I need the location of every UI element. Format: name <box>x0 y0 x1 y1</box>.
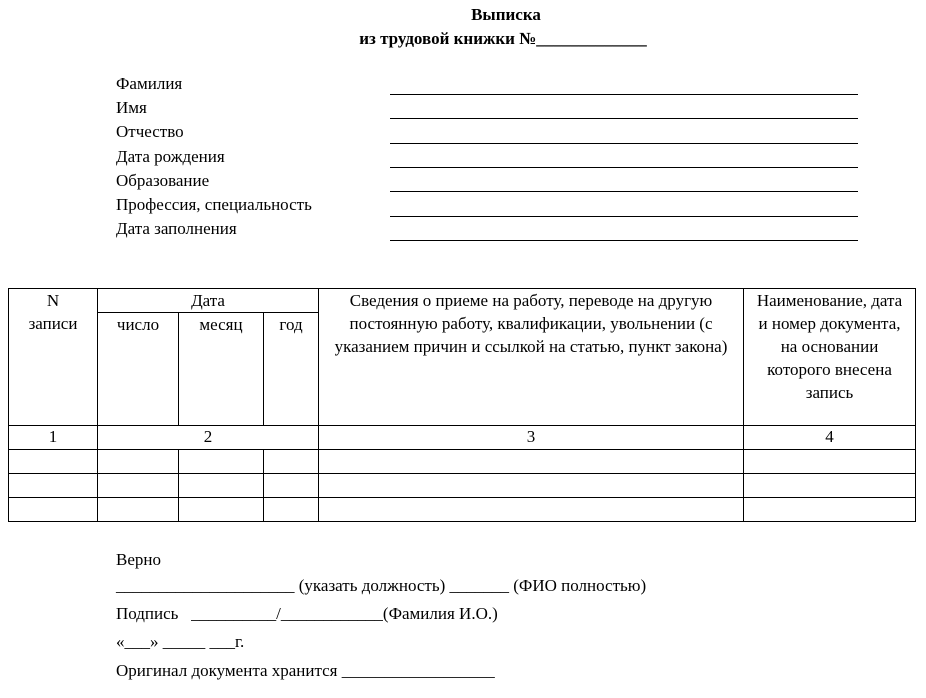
field-label-education: Образование <box>116 171 210 190</box>
field-label-patronymic: Отчество <box>116 122 184 141</box>
field-label-surname: Фамилия <box>116 74 183 93</box>
table-cell[interactable] <box>98 498 179 522</box>
table-cell[interactable] <box>9 498 98 522</box>
signature-line: Подпись __________/____________(Фамилия И.О.) <box>116 604 498 623</box>
table-row <box>9 498 916 522</box>
table-cell[interactable] <box>98 474 179 498</box>
header-date: Дата <box>98 289 319 313</box>
table-cell[interactable] <box>9 450 98 474</box>
table-cell[interactable] <box>744 498 916 522</box>
field-label-birth-date: Дата рождения <box>116 147 225 166</box>
table-cell[interactable] <box>264 450 319 474</box>
field-line-patronymic[interactable] <box>390 143 858 144</box>
header-document: Наименование, дата и номер документа, на основании которого внесена запись <box>744 289 916 426</box>
original-storage-line: Оригинал документа хранится __________________ <box>116 661 495 680</box>
field-label-fill-date: Дата заполнения <box>116 219 237 238</box>
table-cell[interactable] <box>179 450 264 474</box>
column-number-1: 1 <box>9 426 98 450</box>
table-cell[interactable] <box>179 498 264 522</box>
field-line-education[interactable] <box>390 191 858 192</box>
date-line: «___» _____ ___г. <box>116 632 245 651</box>
field-label-name: Имя <box>116 98 147 117</box>
certified-label: Верно <box>116 550 161 569</box>
records-table <box>8 288 916 522</box>
field-line-birth-date[interactable] <box>390 167 858 168</box>
table-cell[interactable] <box>179 474 264 498</box>
column-number-2: 2 <box>98 426 319 450</box>
column-number-3: 3 <box>319 426 744 450</box>
header-day: число <box>98 313 179 426</box>
document-subtitle: из трудовой книжки №_____________ <box>359 29 647 48</box>
header-year: год <box>264 313 319 426</box>
header-entry-number-line1: N <box>46 291 60 310</box>
header-month: месяц <box>179 313 264 426</box>
field-label-profession: Профессия, специальность <box>116 195 312 214</box>
field-line-surname[interactable] <box>390 94 858 95</box>
field-line-fill-date[interactable] <box>390 240 858 241</box>
table-cell[interactable] <box>319 498 744 522</box>
field-line-name[interactable] <box>390 118 858 119</box>
table-cell[interactable] <box>744 474 916 498</box>
column-number-4: 4 <box>744 426 916 450</box>
table-cell[interactable] <box>9 474 98 498</box>
table-cell[interactable] <box>319 474 744 498</box>
position-line: _____________________ (указать должность) _______ (ФИО полностью) <box>116 576 647 595</box>
table-row <box>9 474 916 498</box>
table-cell[interactable] <box>264 474 319 498</box>
document-title: Выписка <box>471 5 541 24</box>
header-entry-number-line2: записи <box>28 314 78 333</box>
table-cell[interactable] <box>744 450 916 474</box>
field-line-profession[interactable] <box>390 216 858 217</box>
table-cell[interactable] <box>264 498 319 522</box>
table-cell[interactable] <box>98 450 179 474</box>
header-employment-info: Сведения о приеме на работу, переводе на другую постоянную работу, квалификации, увольнении (с указанием причин и ссылкой на статью, пункт закона) <box>319 289 744 426</box>
table-cell[interactable] <box>319 450 744 474</box>
header-entry-number <box>9 289 98 426</box>
table-row <box>9 450 916 474</box>
